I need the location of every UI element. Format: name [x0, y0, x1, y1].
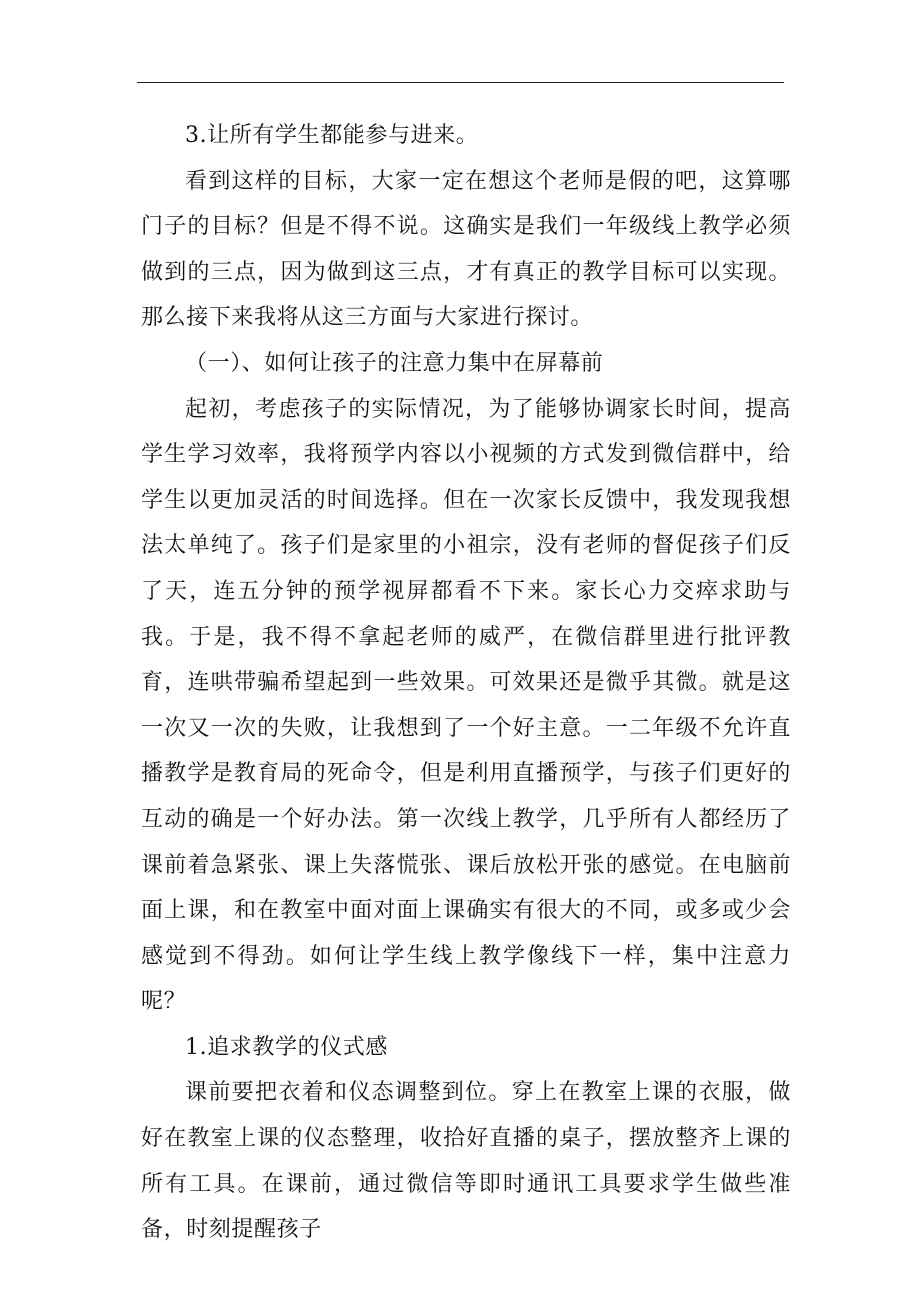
item-heading-3: 3.让所有学生都能参与进来。	[185, 123, 479, 148]
header-rule	[137, 82, 784, 83]
paragraph-goals-discussion: 看到这样的目标，大家一定在想这个老师是假的吧，这算哪门子的目标？但是不得不说。这确实是我们一年级线上教学必须做到的三点，因为做到这三点，才有真正的教学目标可以实现。那么接下来我将从这三方面与大家进行探讨。	[141, 168, 791, 331]
paragraph-attention-story: 起初，考虑孩子的实际情况，为了能够协调家长时间，提高学生学习效率，我将预学内容以小视频的方式发到微信群中，给学生以更加灵活的时间选择。但在一次家长反馈中，我发现我想法太单纯了。孩子们是家里的小祖宗，没有老师的督促孩子们反了天，连五分钟的预学视屏都看不下来。家长心力交瘁求助与我。于是，我不得不拿起老师的威严，在微信群里进行批评教育，连哄带骗希望起到一些效果。可效果还是微乎其微。就是这一次又一次的失败，让我想到了一个好主意。一二年级不允许直播教学是教育局的死命令，但是利用直播预学，与孩子们更好的互动的确是一个好办法。第一次线上教学，几乎所有人都经历了课前着急紧张、课上失落慌张、课后放松开张的感觉。在电脑前面上课，和在教室中面对面上课确实有很大的不同，或多或少会感觉到不得劲。如何让学生线上教学像线下一样，集中注意力呢？	[141, 396, 791, 1015]
subheading-ritual: 1.追求教学的仪式感	[185, 1034, 388, 1060]
document-body	[141, 113, 791, 1253]
section-heading-1: （一）、如何让孩子的注意力集中在屏幕前	[185, 350, 604, 376]
paragraph-ritual-details: 课前要把衣着和仪态调整到位。穿上在教室上课的衣服，做好在教室上课的仪态整理，收拾好直播的桌子，摆放整齐上课的所有工具。在课前，通过微信等即时通讯工具要求学生做些准备，时刻提醒孩子	[141, 1080, 791, 1243]
